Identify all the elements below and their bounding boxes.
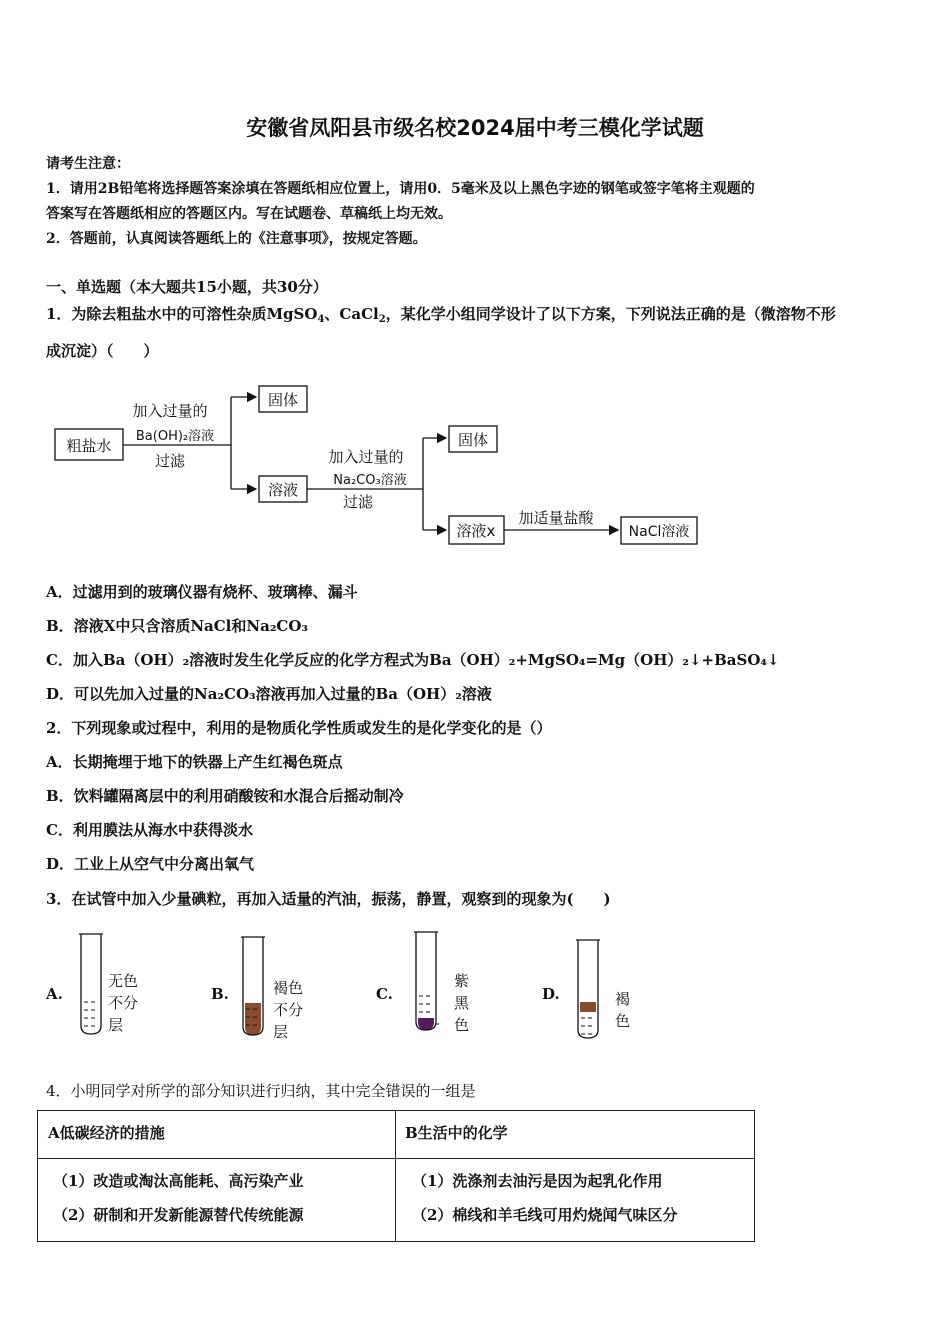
notice-line-2: 答案写在答题纸相应的答题区内。写在试题卷、草稿纸上均无效。 bbox=[46, 206, 452, 222]
q1-stem-mgso4: MgSO bbox=[266, 305, 318, 323]
q1-stem-b: ，某化学小组同学设计了以下方案，下列说法正确的是（微溶物不形 bbox=[385, 305, 836, 323]
q4-table-b2: （2）棉线和羊毛线可用灼烧闻气味区分 bbox=[412, 1206, 678, 1224]
q2-option-d: D．工业上从空气中分离出氧气 bbox=[46, 855, 255, 873]
q1-option-a: A．过滤用到的玻璃仪器有烧杯、玻璃棒、漏斗 bbox=[46, 583, 358, 601]
q1-option-b: B．溶液X中只含溶质NaCl和Na₂CO₃ bbox=[46, 617, 308, 635]
q1-option-d: D．可以先加入过量的Na₂CO₃溶液再加入过量的Ba（OH）₂溶液 bbox=[46, 685, 492, 703]
test-tube-c bbox=[413, 928, 439, 1034]
q3-option-a-label: A. bbox=[46, 985, 63, 1003]
label-solution-1: 溶液 bbox=[267, 481, 299, 499]
q1-flow-diagram bbox=[46, 380, 716, 555]
q1-stem: 1．为除去粗盐水中的可溶性杂质MgSO$_4$、CaCl$_2$，某化学小组同学设计了以下方案，下列说法正确的是（微溶物不形 bbox=[46, 305, 836, 325]
q3-stem: 3．在试管中加入少量碘粒，再加入适量的汽油，振荡，静置，观察到的现象为( ) bbox=[46, 890, 611, 908]
section-heading: 一、单选题（本大题共15小题，共30分） bbox=[46, 278, 328, 296]
q3-option-b-text: 褐色 不分 层 bbox=[273, 979, 304, 1041]
q4-table-a1: （1）改造或淘汰高能耗、高污染产业 bbox=[53, 1172, 304, 1190]
label-crude-brine: 粗盐水 bbox=[66, 437, 112, 455]
step3: 加适量盐酸 bbox=[518, 509, 594, 527]
step1-bot: 过滤 bbox=[154, 452, 186, 470]
q2-option-c: C．利用膜法从海水中获得淡水 bbox=[46, 821, 253, 839]
page-title: 安徽省凤阳县市级名校2024届中考三模化学试题 bbox=[246, 116, 704, 140]
step2-top: 加入过量的 bbox=[328, 448, 404, 466]
notice-heading: 请考生注意： bbox=[46, 156, 130, 172]
q1-stem-a: 1．为除去粗盐水中的可溶性杂质 bbox=[46, 305, 267, 323]
label-solid-2: 固体 bbox=[457, 431, 489, 449]
step2-bot: 过滤 bbox=[342, 493, 374, 511]
label-nacl: NaCl溶液 bbox=[628, 524, 690, 540]
label-solution-x: 溶液x bbox=[456, 522, 496, 540]
q4-table-a2: （2）研制和开发新能源替代传统能源 bbox=[53, 1206, 304, 1224]
q1-stem-line2: 成沉淀）（ ） bbox=[46, 342, 159, 360]
q4-table-b1: （1）洗涤剂去油污是因为起乳化作用 bbox=[412, 1172, 663, 1190]
q3-option-d-label: D. bbox=[542, 985, 560, 1003]
q3-option-a-text: 无色 不分 层 bbox=[108, 972, 139, 1034]
q4-stem: 4．小明同学对所学的部分知识进行归纳，其中完全错误的一组是 bbox=[46, 1082, 476, 1100]
q1-option-c: C．加入Ba（OH）₂溶液时发生化学反应的化学方程式为Ba（OH）₂+MgSO₄=Mg（OH）₂↓+BaSO₄↓ bbox=[46, 651, 780, 669]
q2-option-b: B．饮料罐隔离层中的利用硝酸铵和水混合后摇动制冷 bbox=[46, 787, 404, 805]
q3-option-d-text: 褐 色 bbox=[615, 990, 631, 1030]
test-tube-d bbox=[575, 936, 601, 1042]
notice-line-1: 1．请用2B铅笔将选择题答案涂填在答题纸相应位置上，请用0．5毫米及以上黑色字迹的钢笔或签字笔将主观题的 bbox=[46, 181, 755, 197]
q4-table-a-head: A低碳经济的措施 bbox=[48, 1124, 165, 1142]
q4-table bbox=[37, 1110, 755, 1242]
q2-stem: 2．下列现象或过程中，利用的是物质化学性质或发生的是化学变化的是（） bbox=[46, 719, 552, 737]
q1-stem-cacl2: 、CaCl bbox=[324, 305, 379, 323]
q3-option-c-label: C. bbox=[376, 985, 393, 1003]
q4-table-b-head: B生活中的化学 bbox=[405, 1124, 508, 1142]
step1-top: 加入过量的 bbox=[132, 402, 208, 420]
test-tube-a bbox=[78, 930, 104, 1038]
notice-line-3: 2．答题前，认真阅读答题纸上的《注意事项》，按规定答题。 bbox=[46, 231, 427, 247]
q3-option-c-text: 紫 黑 色 bbox=[454, 972, 470, 1034]
test-tube-b bbox=[240, 933, 266, 1039]
step1-mid: Ba(OH)₂溶液 bbox=[135, 429, 215, 444]
q3-option-b-label: B. bbox=[211, 985, 229, 1003]
step2-mid: Na₂CO₃溶液 bbox=[333, 473, 407, 488]
q2-option-a: A．长期掩埋于地下的铁器上产生红褐色斑点 bbox=[46, 753, 343, 771]
label-solid-1: 固体 bbox=[267, 391, 299, 409]
